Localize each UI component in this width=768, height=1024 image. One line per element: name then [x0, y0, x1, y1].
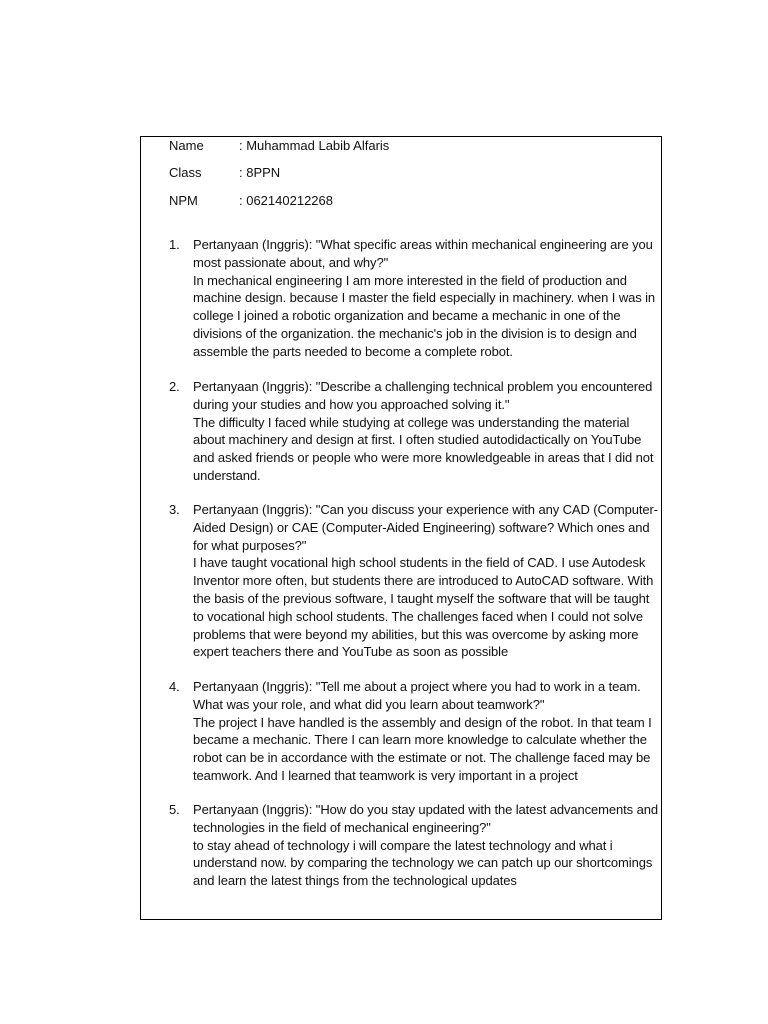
question-number: 2.: [169, 379, 180, 394]
class-row: [169, 164, 280, 182]
question-text: Pertanyaan (Inggris): "What specific areas within mechanical engineering are you most passionate about, and why?": [193, 237, 653, 270]
name-row: [169, 137, 389, 155]
question-number: 1.: [169, 237, 180, 252]
question-number: 4.: [169, 679, 180, 694]
answer-text: In mechanical engineering I am more interested in the field of production and machine design. because I master the field especially in machinery. when I was in college I joined a robotic organization and became a mechanic in one of the divisions of the organization. the mechanic's job in the division is to design and assemble the parts needed to become a complete robot.: [193, 272, 656, 359]
question-number: 3.: [169, 502, 180, 517]
class-value: : 8PPN: [239, 165, 281, 180]
npm-row: [169, 192, 333, 210]
question-item-1: [169, 236, 661, 361]
answer-text: to stay ahead of technology i will compare the latest technology and what i understand now. by comparing the technology we can patch up our shortcomings and learn the latest things from the technological updates: [193, 837, 653, 889]
npm-label: NPM: [169, 193, 198, 208]
name-value: : Muhammad Labib Alfaris: [239, 138, 390, 153]
question-text: Pertanyaan (Inggris): "Can you discuss your experience with any CAD (Computer-Aided Design) or CAE (Computer-Aided Engineering) software? Which ones and for what purposes?": [193, 502, 659, 553]
question-item-2: [169, 378, 661, 485]
class-label: Class: [169, 165, 202, 180]
name-label: Name: [169, 138, 204, 153]
question-text: Pertanyaan (Inggris): "How do you stay updated with the latest advancements and technologies in the field of mechanical engineering?": [193, 802, 658, 835]
question-text: Pertanyaan (Inggris): "Tell me about a project where you had to work in a team. What was your role, and what did you learn about teamwork?": [193, 679, 641, 712]
npm-value: : 062140212268: [239, 193, 333, 208]
question-number: 5.: [169, 802, 180, 817]
question-item-5: [169, 801, 661, 890]
question-text: Pertanyaan (Inggris): "Describe a challenging technical problem you encountered during your studies and how you approached solving it.": [193, 379, 653, 412]
answer-text: The difficulty I faced while studying at college was understanding the material about machinery and design at first. I often studied autodidactically on YouTube and asked friends or people who were more knowledgeable in areas that I did not understand.: [193, 414, 654, 483]
answer-text: The project I have handled is the assembly and design of the robot. In that team I became a mechanic. There I can learn more knowledge to calculate whether the robot can be in accordance with the estimate or not. The challenge faced may be teamwork. And I learned that teamwork is very important in a project: [193, 714, 652, 783]
question-item-4: [169, 678, 661, 785]
question-item-3: [169, 501, 661, 661]
answer-text: I have taught vocational high school students in the field of CAD. I use Autodesk Inventor more often, but students there are introduced to AutoCAD software. With the basis of the previous software, I taught myself the software that will be taught to vocational high school students. The challenges faced when I could not solve problems that were beyond my abilities, but this was overcome by asking more expert teachers there and YouTube as soon as possible: [193, 555, 654, 660]
